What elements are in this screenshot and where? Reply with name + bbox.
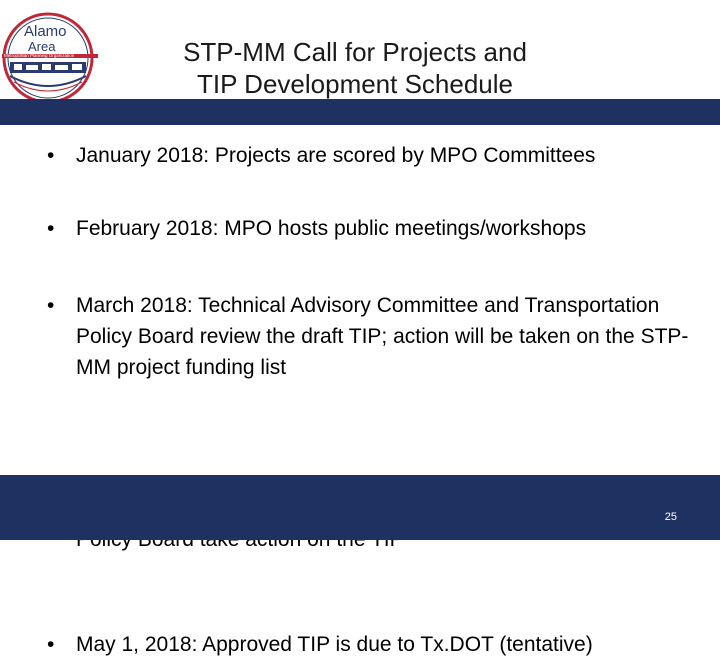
schedule-item-text: February 2018: MPO hosts public meetings/workshops bbox=[76, 217, 587, 240]
header-band bbox=[0, 99, 720, 125]
logo-word-area: Area bbox=[28, 39, 56, 54]
bullet-dot: • bbox=[47, 633, 55, 656]
logo-tagline: Metropolitan Planning Organization bbox=[4, 53, 75, 58]
bullet-dot: • bbox=[47, 294, 55, 317]
logo-word-alamo: Alamo bbox=[24, 23, 67, 40]
bullet-dot: • bbox=[47, 144, 55, 167]
schedule-item bbox=[30, 140, 696, 171]
schedule-item bbox=[30, 213, 696, 244]
logo-graphic bbox=[0, 10, 108, 100]
bullet-dot: • bbox=[47, 217, 55, 240]
title-line-1: STP-MM Call for Projects and bbox=[183, 37, 527, 67]
schedule-item bbox=[30, 290, 696, 383]
schedule-item bbox=[30, 629, 696, 660]
schedule-item-text: May 1, 2018: Approved TIP is due to Tx.DOT (tentative) bbox=[76, 633, 593, 656]
alamo-area-mpo-logo bbox=[0, 10, 108, 100]
page-number: 25 bbox=[664, 511, 677, 523]
footer-band bbox=[0, 475, 720, 540]
schedule-item-text: January 2018: Projects are scored by MPO Committees bbox=[76, 144, 596, 167]
slide-title bbox=[110, 36, 600, 100]
title-line-2: TIP Development Schedule bbox=[196, 69, 514, 99]
schedule-item-text: March 2018: Technical Advisory Committee and Transportation Policy Board review the draft TIP; action will be taken on the STP-MM project funding list bbox=[76, 294, 689, 379]
